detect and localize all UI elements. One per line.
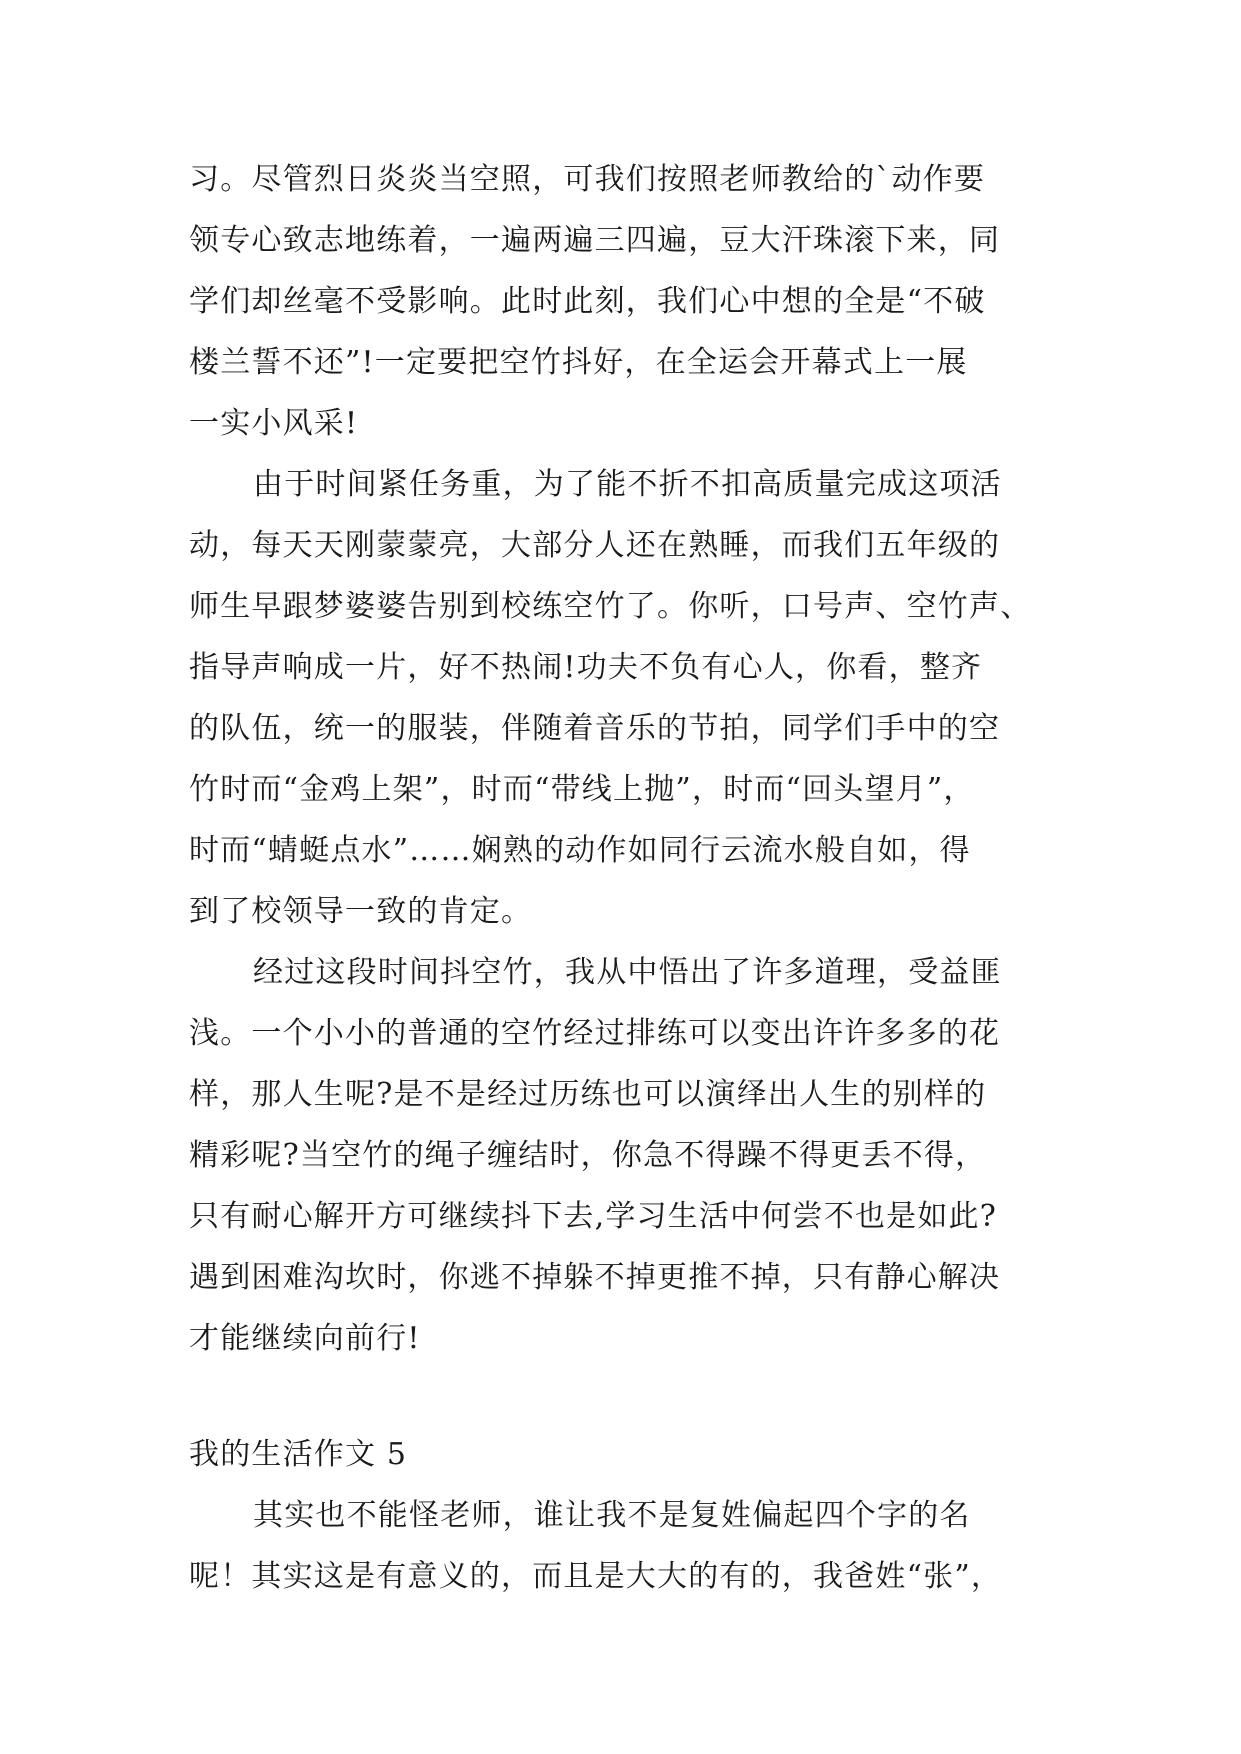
paragraph-line: 一实小风采! bbox=[189, 406, 359, 441]
paragraph-line: 由于时间紧任务重，为了能不折不扣高质量完成这项活 bbox=[253, 467, 1002, 502]
paragraph-line: 只有耐心解开方可继续抖下去,学习生活中何尝不也是如此? bbox=[189, 1199, 998, 1234]
paragraph-line: 样，那人生呢?是不是经过历练也可以演绎出人生的别样的 bbox=[189, 1077, 987, 1112]
paragraph-line: 才能继续向前行! bbox=[189, 1321, 421, 1356]
paragraph-line: 浅。一个小小的普通的空竹经过排练可以变出许许多多的花 bbox=[189, 1016, 1001, 1051]
paragraph-line: 经过这段时间抖空竹，我从中悟出了许多道理，受益匪 bbox=[253, 955, 1002, 990]
paragraph-line: 时而“蜻蜓点水”……娴熟的动作如同行云流水般自如，得 bbox=[189, 833, 971, 868]
paragraph-line: 竹时而“金鸡上架”，时而“带线上抛”，时而“回头望月”， bbox=[189, 772, 975, 807]
paragraph-line: 指导声响成一片，好不热闹!功夫不负有心人，你看，整齐 bbox=[189, 650, 983, 685]
paragraph-line: 到了校领导一致的肯定。 bbox=[189, 894, 533, 929]
paragraph-line: 动，每天天刚蒙蒙亮，大部分人还在熟睡，而我们五年级的 bbox=[189, 528, 1001, 563]
paragraph-line: 学们却丝毫不受影响。此时此刻，我们心中想的全是“不破 bbox=[189, 284, 986, 319]
paragraph-line: 师生早跟梦婆婆告别到校练空竹了。你听，口号声、空竹声、 bbox=[189, 589, 1032, 624]
paragraph-line: 遇到困难沟坎时，你逃不掉躲不掉更推不掉，只有静心解决 bbox=[189, 1260, 1001, 1295]
paragraph-line: 习。尽管烈日炎炎当空照，可我们按照老师教给的`动作要 bbox=[189, 162, 986, 197]
paragraph-line: 的队伍，统一的服装，伴随着音乐的节拍，同学们手中的空 bbox=[189, 711, 1001, 746]
section-heading: 我的生活作文 5 bbox=[189, 1437, 408, 1472]
paragraph-line: 精彩呢?当空竹的绳子缠结时，你急不得躁不得更丢不得， bbox=[189, 1138, 987, 1173]
paragraph-line: 领专心致志地练着，一遍两遍三四遍，豆大汗珠滚下来，同 bbox=[189, 223, 1001, 258]
paragraph-line: 楼兰誓不还”!一定要把空竹抖好，在全运会开幕式上一展 bbox=[189, 345, 968, 380]
paragraph-line: 呢！其实这是有意义的，而且是大大的有的，我爸姓“张”， bbox=[189, 1559, 1003, 1594]
paragraph-line: 其实也不能怪老师，谁让我不是复姓偏起四个字的名 bbox=[253, 1498, 971, 1533]
